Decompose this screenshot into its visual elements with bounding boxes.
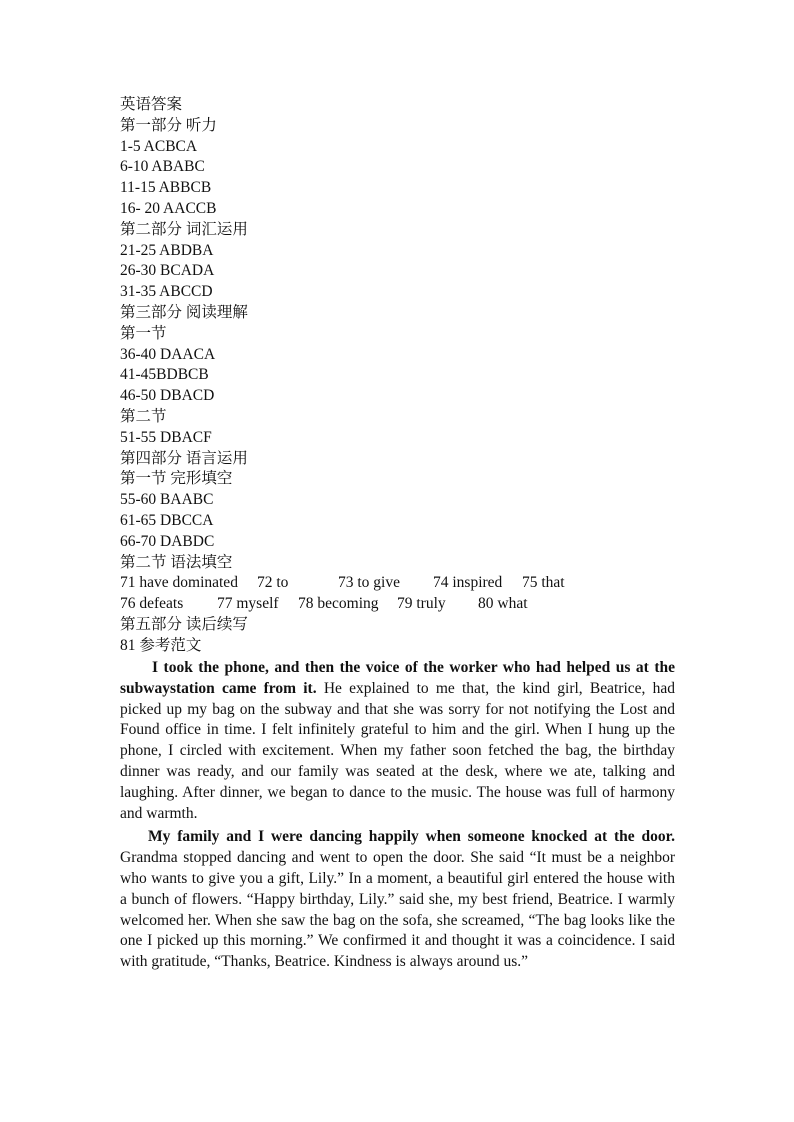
- grammar-answers-row-1: [120, 573, 565, 594]
- paragraph-2-body: Grandma stopped dancing and went to open the door. She said “It must be a neighbor who wants to give you a gift, Lily.” In a moment, a beautiful girl entered the house with a bunch of flowers. “Happy birthday, Lily.” said she, my best friend, Beatrice. I warmly welcomed her. When she saw the bag on the sofa, she screamed, “The bag looks like the one I picked up this morning.” We confirmed it and thought it was a coincidence. I said with gratitude, “Thanks, Beatrice. Kindness is always around us.”: [120, 849, 675, 971]
- part4-section2-title: 第二节 语法填空: [120, 553, 233, 571]
- part3-section2-title: 第二节: [120, 407, 167, 425]
- part4-section1-title: 第一节 完形填空: [120, 470, 233, 488]
- paragraph-2-opening: My family and I were dancing happily when someone knocked at the door.: [148, 828, 675, 846]
- part2-title: 第二部分 词汇运用: [120, 220, 248, 238]
- answer-line: 61-65 DBCCA: [120, 511, 214, 529]
- grammar-answer: 80 what: [478, 595, 528, 613]
- grammar-answer: 74 inspired: [433, 574, 503, 592]
- grammar-answers-row-2: [120, 594, 528, 615]
- part4-title: 第四部分 语言运用: [120, 449, 248, 467]
- grammar-answer: 71 have dominated: [120, 574, 238, 592]
- paragraph-1-opening: I took the phone, and then the voice of the worker who had helped us at the subwaystation came from it.: [120, 659, 675, 697]
- answer-line: 21-25 ABDBA: [120, 241, 214, 259]
- grammar-answer: 73 to give: [338, 574, 400, 592]
- grammar-answer: 72 to: [257, 574, 289, 592]
- answer-list: [120, 95, 565, 657]
- sample-essay-label: 81 参考范文: [120, 636, 202, 654]
- answer-line: 1-5 ACBCA: [120, 137, 198, 155]
- answer-line: 31-35 ABCCD: [120, 283, 213, 301]
- grammar-answer: 76 defeats: [120, 595, 184, 613]
- essay-paragraph-1: [120, 658, 675, 824]
- answer-line: 36-40 DAACA: [120, 345, 216, 363]
- answer-line: 26-30 BCADA: [120, 262, 215, 280]
- paragraph-1-body: He explained to me that, the kind girl, Beatrice, had picked up my bag on the subway and that she was sorry for not notifying the Lost and Found office in time. I felt infinitely grateful to him and the girl. When I hung up the phone, I circled with excitement. When my father soon fetched the bag, the birthday dinner was ready, and our family was seated at the desk, where we ate, talking and laughing. After dinner, we began to dance to the music. The house was full of harmony and warmth.: [120, 679, 675, 822]
- answer-line: 41-45BDBCB: [120, 366, 209, 384]
- document-title: 英语答案: [120, 96, 183, 113]
- grammar-answer: 79 truly: [397, 595, 446, 613]
- grammar-answer: 75 that: [522, 574, 565, 592]
- part1-title: 第一部分 听力: [120, 116, 217, 134]
- essay-paragraph-2: [120, 827, 675, 973]
- sample-essay: [120, 658, 675, 976]
- grammar-answer: 77 myself: [217, 595, 279, 613]
- answer-line: 11-15 ABBCB: [120, 179, 212, 197]
- answer-line: 6-10 ABABC: [120, 158, 205, 176]
- answer-line: 16- 20 AACCB: [120, 199, 217, 217]
- answer-line: 55-60 BAABC: [120, 491, 214, 509]
- answer-line: 51-55 DBACF: [120, 428, 212, 446]
- part3-section1-title: 第一节: [120, 324, 167, 342]
- part5-title: 第五部分 读后续写: [120, 615, 248, 633]
- grammar-answer: 78 becoming: [298, 595, 379, 613]
- answer-line: 46-50 DBACD: [120, 387, 215, 405]
- part3-title: 第三部分 阅读理解: [120, 303, 248, 321]
- answer-line: 66-70 DABDC: [120, 532, 215, 550]
